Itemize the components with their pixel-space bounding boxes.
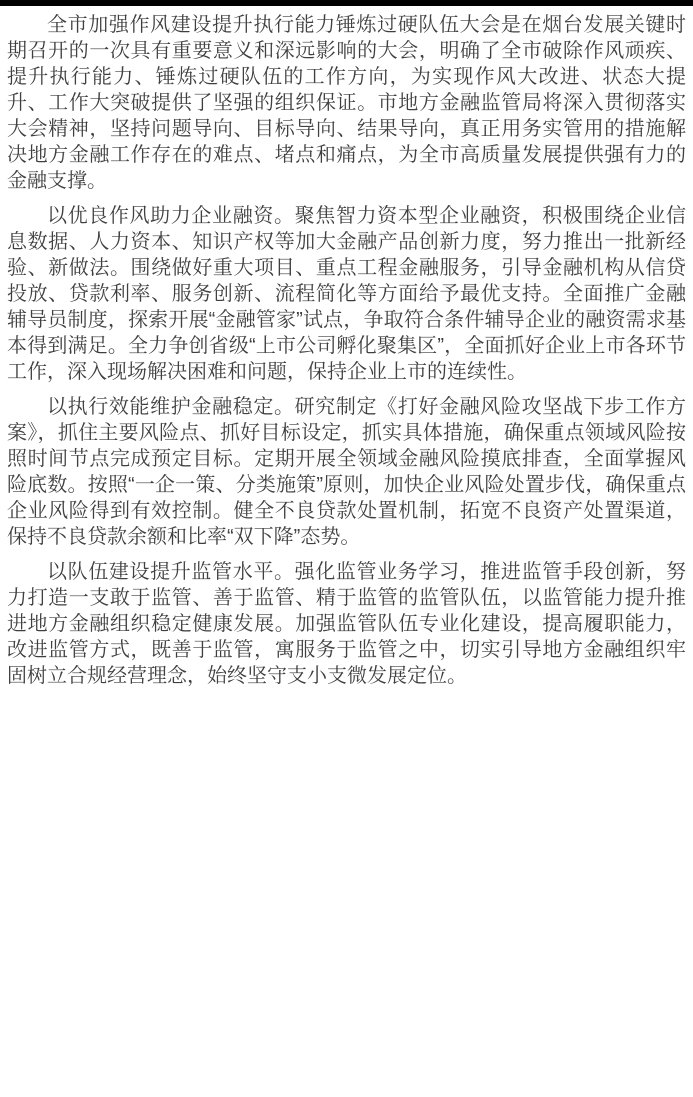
document-body — [0, 6, 693, 689]
paragraph-4: 以队伍建设提升监管水平。强化监管业务学习，推进监管手段创新，努力打造一支敢于监管、善于监管、精于监管的监管队伍，以监管能力提升推进地方金融组织稳定健康发展。加强监管队伍专业化建设，提高履职能力，改进监管方式，既善于监管，寓服务于监管之中，切实引导地方金融组织牢固树立合规经营理念，始终坚守支小支微发展定位。 — [7, 561, 686, 687]
paragraph-2: 以优良作风助力企业融资。聚焦智力资本型企业融资，积极围绕企业信息数据、人力资本、知识产权等加大金融产品创新力度，努力推出一批新经验、新做法。围绕做好重大项目、重点工程金融服务，引导金融机构从信贷投放、贷款利率、服务创新、流程简化等方面给予最优支持。全面推广金融辅导员制度，探索开展“金融管家”试点，争取符合条件辅导企业的融资需求基本得到满足。全力争创省级“上市公司孵化聚集区”，全面抓好企业上市各环节工作，深入现场解决困难和问题，保持企业上市的连续性。 — [7, 205, 686, 383]
paragraph-3: 以执行效能维护金融稳定。研究制定《打好金融风险攻坚战下步工作方案》，抓住主要风险点、抓好目标设定，抓实具体措施，确保重点领域风险按照时间节点完成预定目标。定期开展全领域金融风险摸底排查，全面掌握风险底数。按照“一企一策、分类施策”原则，加快企业风险处置步伐，确保重点企业风险得到有效控制。健全不良贷款处置机制，拓宽不良资产处置渠道，保持不良贷款余额和比率“双下降”态势。 — [7, 396, 686, 548]
paragraph-1: 全市加强作风建设提升执行能力锤炼过硬队伍大会是在烟台发展关键时期召开的一次具有重要意义和深远影响的大会，明确了全市破除作风顽疾、提升执行能力、锤炼过硬队伍的工作方向，为实现作风大改进、状态大提升、工作大突破提供了坚强的组织保证。市地方金融监管局将深入贯彻落实大会精神，坚持问题导向、目标导向、结果导向，真正用务实管用的措施解决地方金融工作存在的难点、堵点和痛点，为全市高质量发展提供强有力的金融支撑。 — [7, 14, 686, 192]
